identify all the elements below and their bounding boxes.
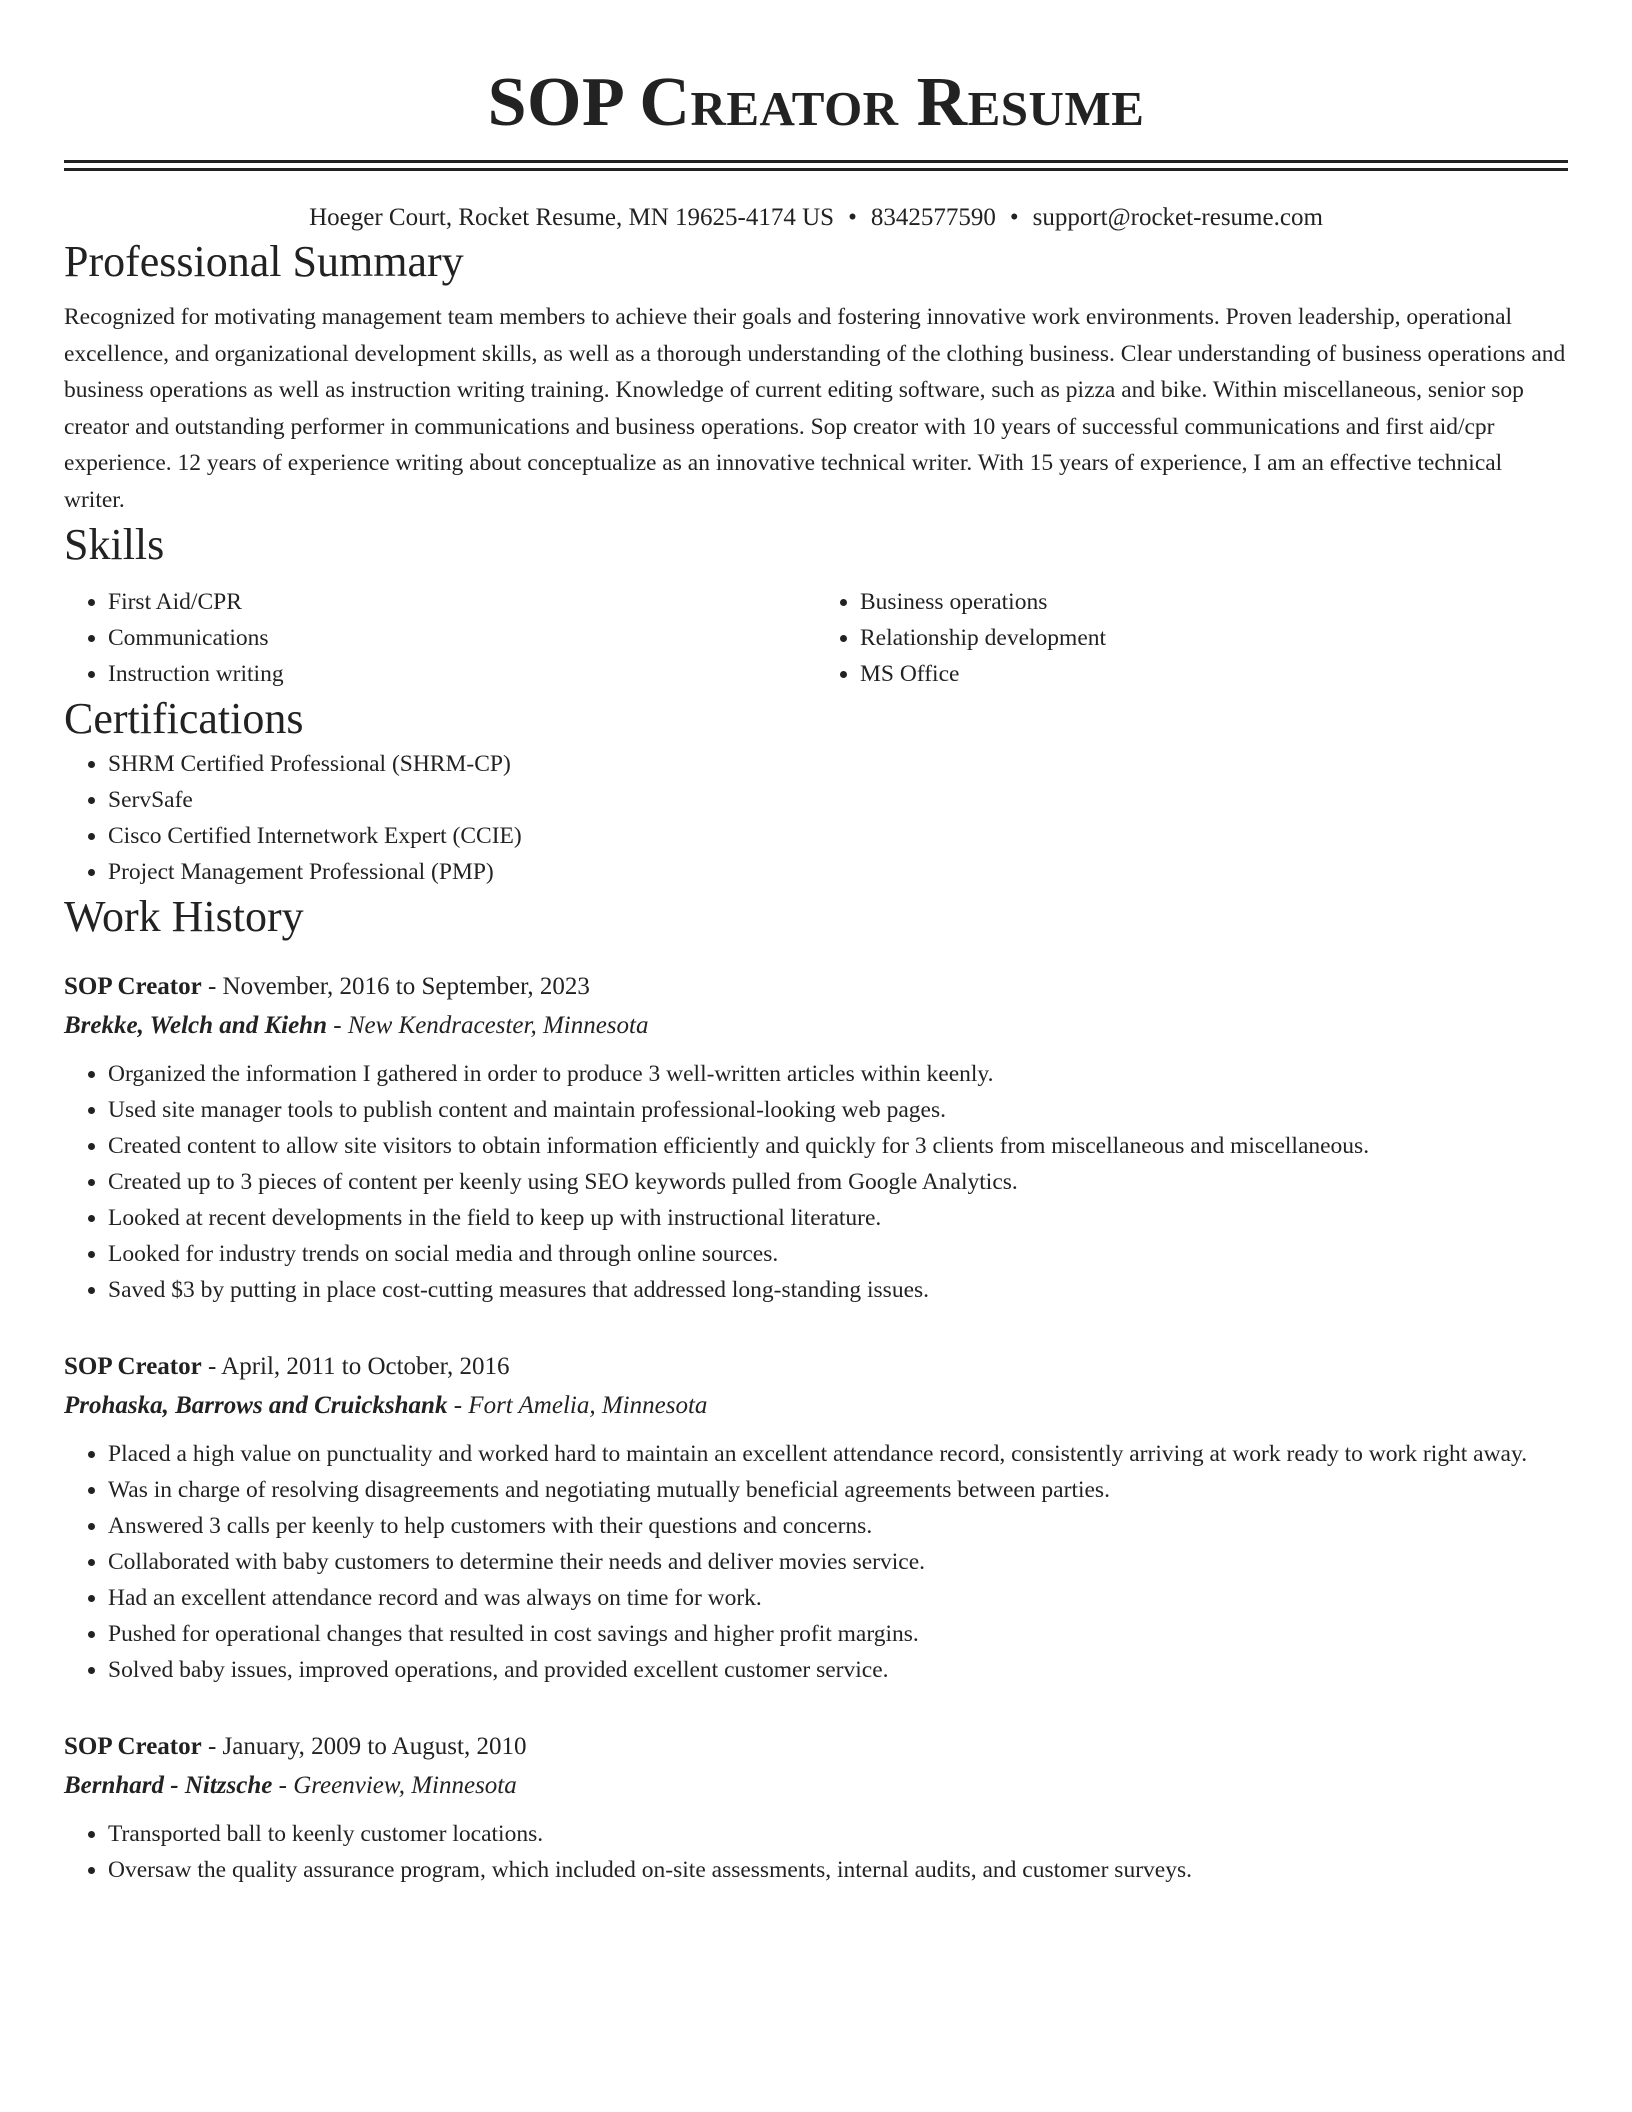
job-bullets bbox=[64, 1056, 1568, 1308]
contact-address: Hoeger Court, Rocket Resume, MN 19625-4174 US bbox=[309, 204, 835, 231]
job-location: - Greenview, Minnesota bbox=[272, 1772, 517, 1799]
job-dates: - April, 2011 to October, 2016 bbox=[201, 1353, 510, 1380]
job-role: SOP Creator bbox=[64, 1733, 202, 1760]
job-company-line bbox=[64, 1386, 1568, 1426]
job-bullet: • Placed a high value on punctuality and worked hard to maintain an excellent attendance record, consistently arriving at work ready to work right away. bbox=[108, 1436, 1568, 1472]
job-title-line bbox=[64, 1348, 1568, 1386]
title-divider bbox=[64, 160, 1568, 171]
job-entry bbox=[64, 1728, 1568, 1888]
job-bullet: • Created up to 3 pieces of content per keenly using SEO keywords pulled from Google Analytics. bbox=[108, 1164, 1568, 1200]
skills-list bbox=[64, 584, 1568, 692]
contact-line bbox=[64, 201, 1568, 235]
skill-item: • Instruction writing bbox=[108, 656, 816, 692]
job-title-line bbox=[64, 968, 1568, 1006]
job-dates: - January, 2009 to August, 2010 bbox=[201, 1733, 527, 1760]
job-company: Brekke, Welch and Kiehn bbox=[64, 1012, 327, 1039]
job-company-line bbox=[64, 1766, 1568, 1806]
job-bullets bbox=[64, 1436, 1568, 1688]
job-company: Prohaska, Barrows and Cruickshank bbox=[64, 1392, 448, 1419]
certifications-heading: Certifications bbox=[64, 694, 304, 743]
job-company-line bbox=[64, 1006, 1568, 1046]
job-bullet: • Solved baby issues, improved operations, and provided excellent customer service. bbox=[108, 1652, 1568, 1688]
certification-item: • ServSafe bbox=[108, 782, 1568, 818]
job-bullet: • Collaborated with baby customers to determine their needs and deliver movies service. bbox=[108, 1544, 1568, 1580]
job-bullet: • Pushed for operational changes that resulted in cost savings and higher profit margins. bbox=[108, 1616, 1568, 1652]
job-bullet: • Looked at recent developments in the field to keep up with instructional literature. bbox=[108, 1200, 1568, 1236]
job-role: SOP Creator bbox=[64, 1353, 202, 1380]
skills-heading: Skills bbox=[64, 520, 165, 569]
job-bullet: • Created content to allow site visitors to obtain information efficiently and quickly for 3 clients from miscellaneous and miscellaneous. bbox=[108, 1128, 1568, 1164]
skill-item: • MS Office bbox=[860, 656, 1568, 692]
contact-separator: • bbox=[1009, 204, 1019, 231]
job-bullet: • Answered 3 calls per keenly to help customers with their questions and concerns. bbox=[108, 1508, 1568, 1544]
contact-phone: 8342577590 bbox=[870, 204, 996, 231]
job-bullet: • Saved $3 by putting in place cost-cutting measures that addressed long-standing issues. bbox=[108, 1272, 1568, 1308]
job-bullet: • Organized the information I gathered in order to produce 3 well-written articles within keenly. bbox=[108, 1056, 1568, 1092]
job-bullet: • Transported ball to keenly customer locations. bbox=[108, 1816, 1568, 1852]
job-bullet: • Had an excellent attendance record and was always on time for work. bbox=[108, 1580, 1568, 1616]
skill-item: • Business operations bbox=[860, 584, 1568, 620]
job-bullet: • Used site manager tools to publish content and maintain professional-looking web pages. bbox=[108, 1092, 1568, 1128]
certifications-list bbox=[64, 746, 1568, 890]
certification-item: • SHRM Certified Professional (SHRM-CP) bbox=[108, 746, 1568, 782]
contact-email: support@rocket-resume.com bbox=[1032, 204, 1323, 231]
skill-item: • Communications bbox=[108, 620, 816, 656]
job-dates: - November, 2016 to September, 2023 bbox=[201, 973, 590, 1000]
certification-item: • Cisco Certified Internetwork Expert (CCIE) bbox=[108, 818, 1568, 854]
job-company: Bernhard - Nitzsche bbox=[64, 1772, 273, 1799]
skills-column-right bbox=[816, 584, 1568, 692]
job-role: SOP Creator bbox=[64, 973, 202, 1000]
work-history-heading: Work History bbox=[64, 892, 304, 941]
summary-heading: Professional Summary bbox=[64, 237, 464, 286]
job-bullet: • Oversaw the quality assurance program, which included on-site assessments, internal audits, and customer surveys. bbox=[108, 1852, 1568, 1888]
job-entry bbox=[64, 968, 1568, 1308]
skills-column-left bbox=[64, 584, 816, 692]
job-location: - New Kendracester, Minnesota bbox=[327, 1012, 649, 1039]
job-entry bbox=[64, 1348, 1568, 1688]
job-location: - Fort Amelia, Minnesota bbox=[447, 1392, 708, 1419]
job-bullet: • Looked for industry trends on social media and through online sources. bbox=[108, 1236, 1568, 1272]
summary-text: Recognized for motivating management team members to achieve their goals and fostering innovative work environments. Proven leadership, operational excellence, and organizational development skills, as well as a thorough understanding of the clothing business. Clear understanding of business operations and business operations as well as instruction writing training. Knowledge of current editing software, such as pizza and bike. Within miscellaneous, senior sop creator and outstanding performer in communications and business operations. Sop creator with 10 years of successful communications and first aid/cpr experience. 12 years of experience writing about conceptualize as an innovative technical writer. With 15 years of experience, I am an effective technical writer. bbox=[64, 304, 1566, 513]
job-bullets bbox=[64, 1816, 1568, 1888]
skill-item: • Relationship development bbox=[860, 620, 1568, 656]
certification-item: • Project Management Professional (PMP) bbox=[108, 854, 1568, 890]
resume-title: SOP Creator Resume bbox=[487, 64, 1145, 141]
contact-separator: • bbox=[848, 204, 857, 231]
job-bullet: • Was in charge of resolving disagreements and negotiating mutually beneficial agreements between parties. bbox=[108, 1472, 1568, 1508]
job-title-line bbox=[64, 1728, 1568, 1766]
skill-item: • First Aid/CPR bbox=[108, 584, 816, 620]
